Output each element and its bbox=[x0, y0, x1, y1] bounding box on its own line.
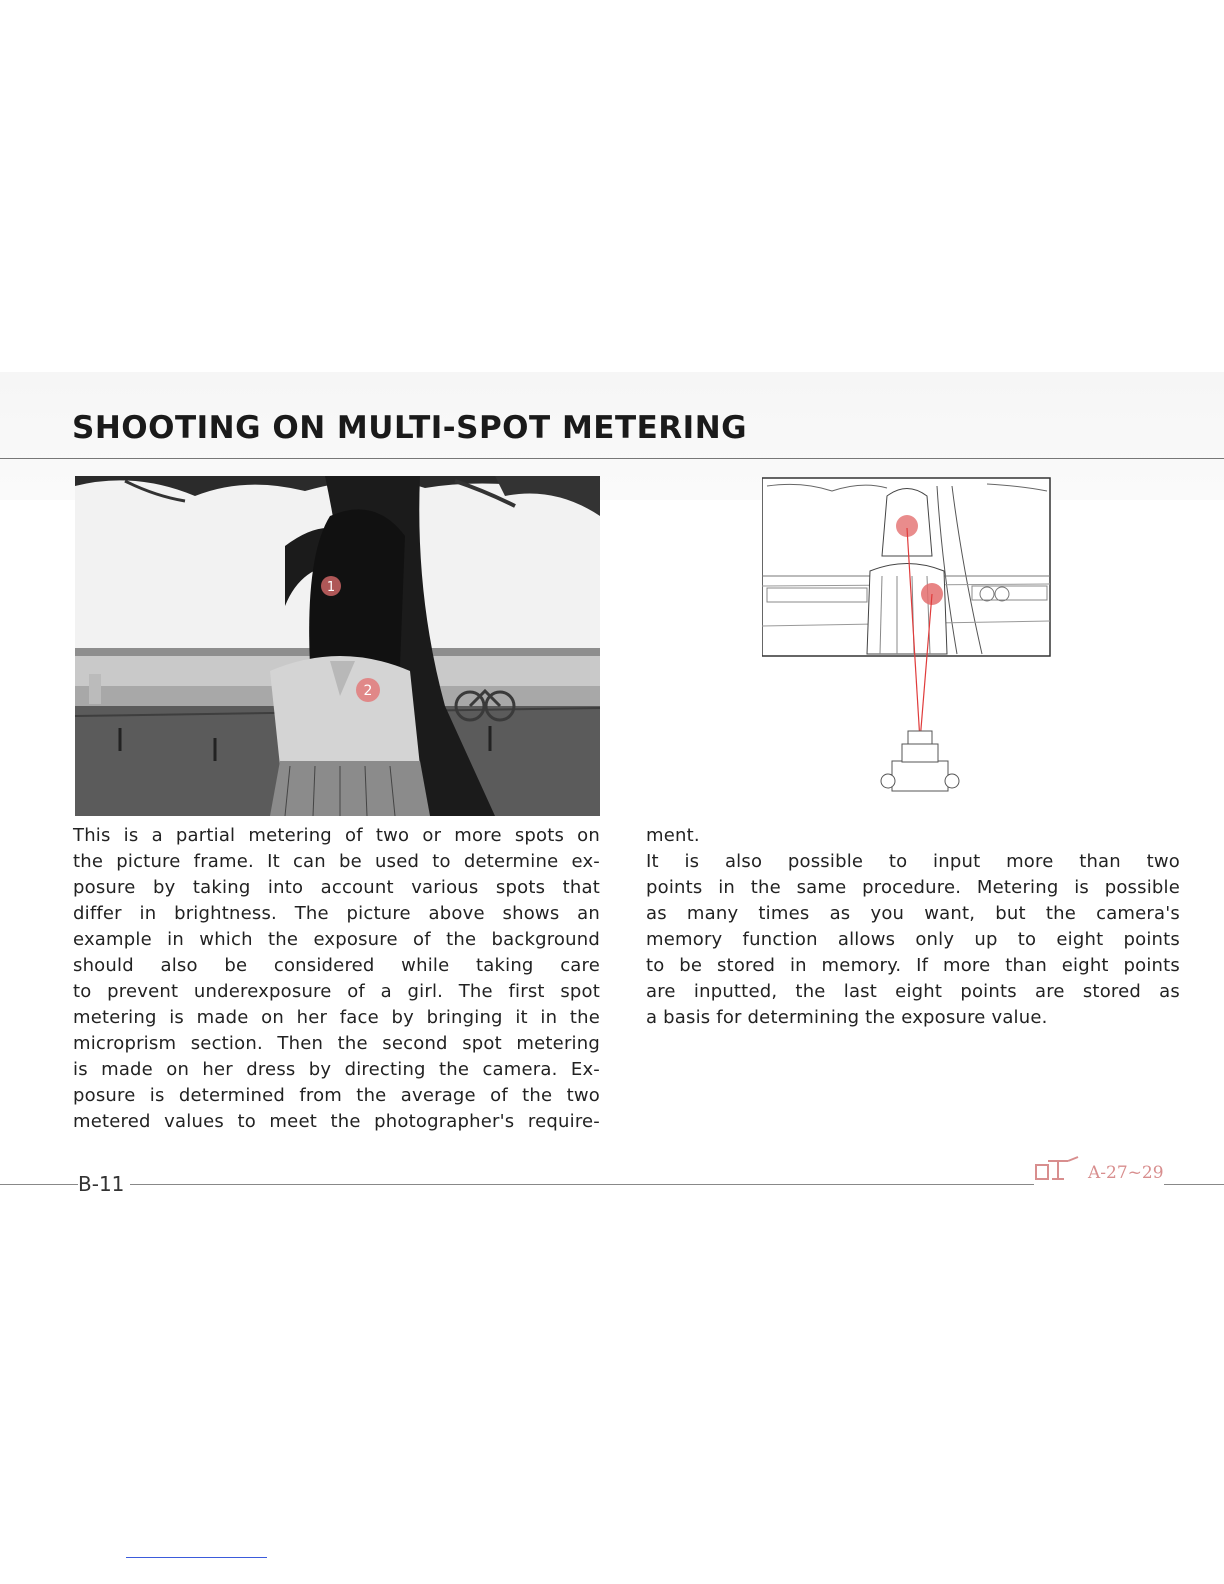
spot-marker-2 bbox=[356, 678, 380, 702]
page-number: B-11 bbox=[78, 1172, 130, 1196]
svg-text:1: 1 bbox=[326, 580, 336, 595]
page-title: SHOOTING ON MULTI-SPOT METERING bbox=[72, 410, 748, 446]
underline-mark bbox=[126, 1557, 267, 1558]
body-text-right: ment. It is also possible to input more than two points in the same procedure. Metering is possible as many times as you want, but the camera's memory function allows only up to eight points to be stored in memory. If more than eight points are inputted, the last eight points are stored as a basis for determining the exposure value. bbox=[646, 825, 1180, 1028]
svg-text:2: 2 bbox=[363, 683, 373, 699]
example-photo bbox=[75, 476, 600, 816]
cross-reference bbox=[1034, 1155, 1164, 1185]
title-rule bbox=[0, 458, 1224, 459]
spot-marker-1 bbox=[321, 576, 341, 596]
body-text-left: This is a partial metering of two or more spots on the picture frame. It can be used to determine ex- posure by taking into account various spots that differ in brightness. The picture above shows an example in which the exposure of the background should also be considered while taking care to prevent underexposure of a girl. The first spot metering is made on her face by bringing it in the microprism section. Then the second spot metering is made on her dress by directing the camera. Ex- posure is determined from the average of the two metered values to meet the photographer's require- bbox=[73, 825, 600, 1132]
metering-diagram bbox=[762, 476, 1052, 806]
page-reference-icon bbox=[1034, 1155, 1080, 1185]
cross-reference-pages: A-27~29 bbox=[1088, 1163, 1164, 1183]
